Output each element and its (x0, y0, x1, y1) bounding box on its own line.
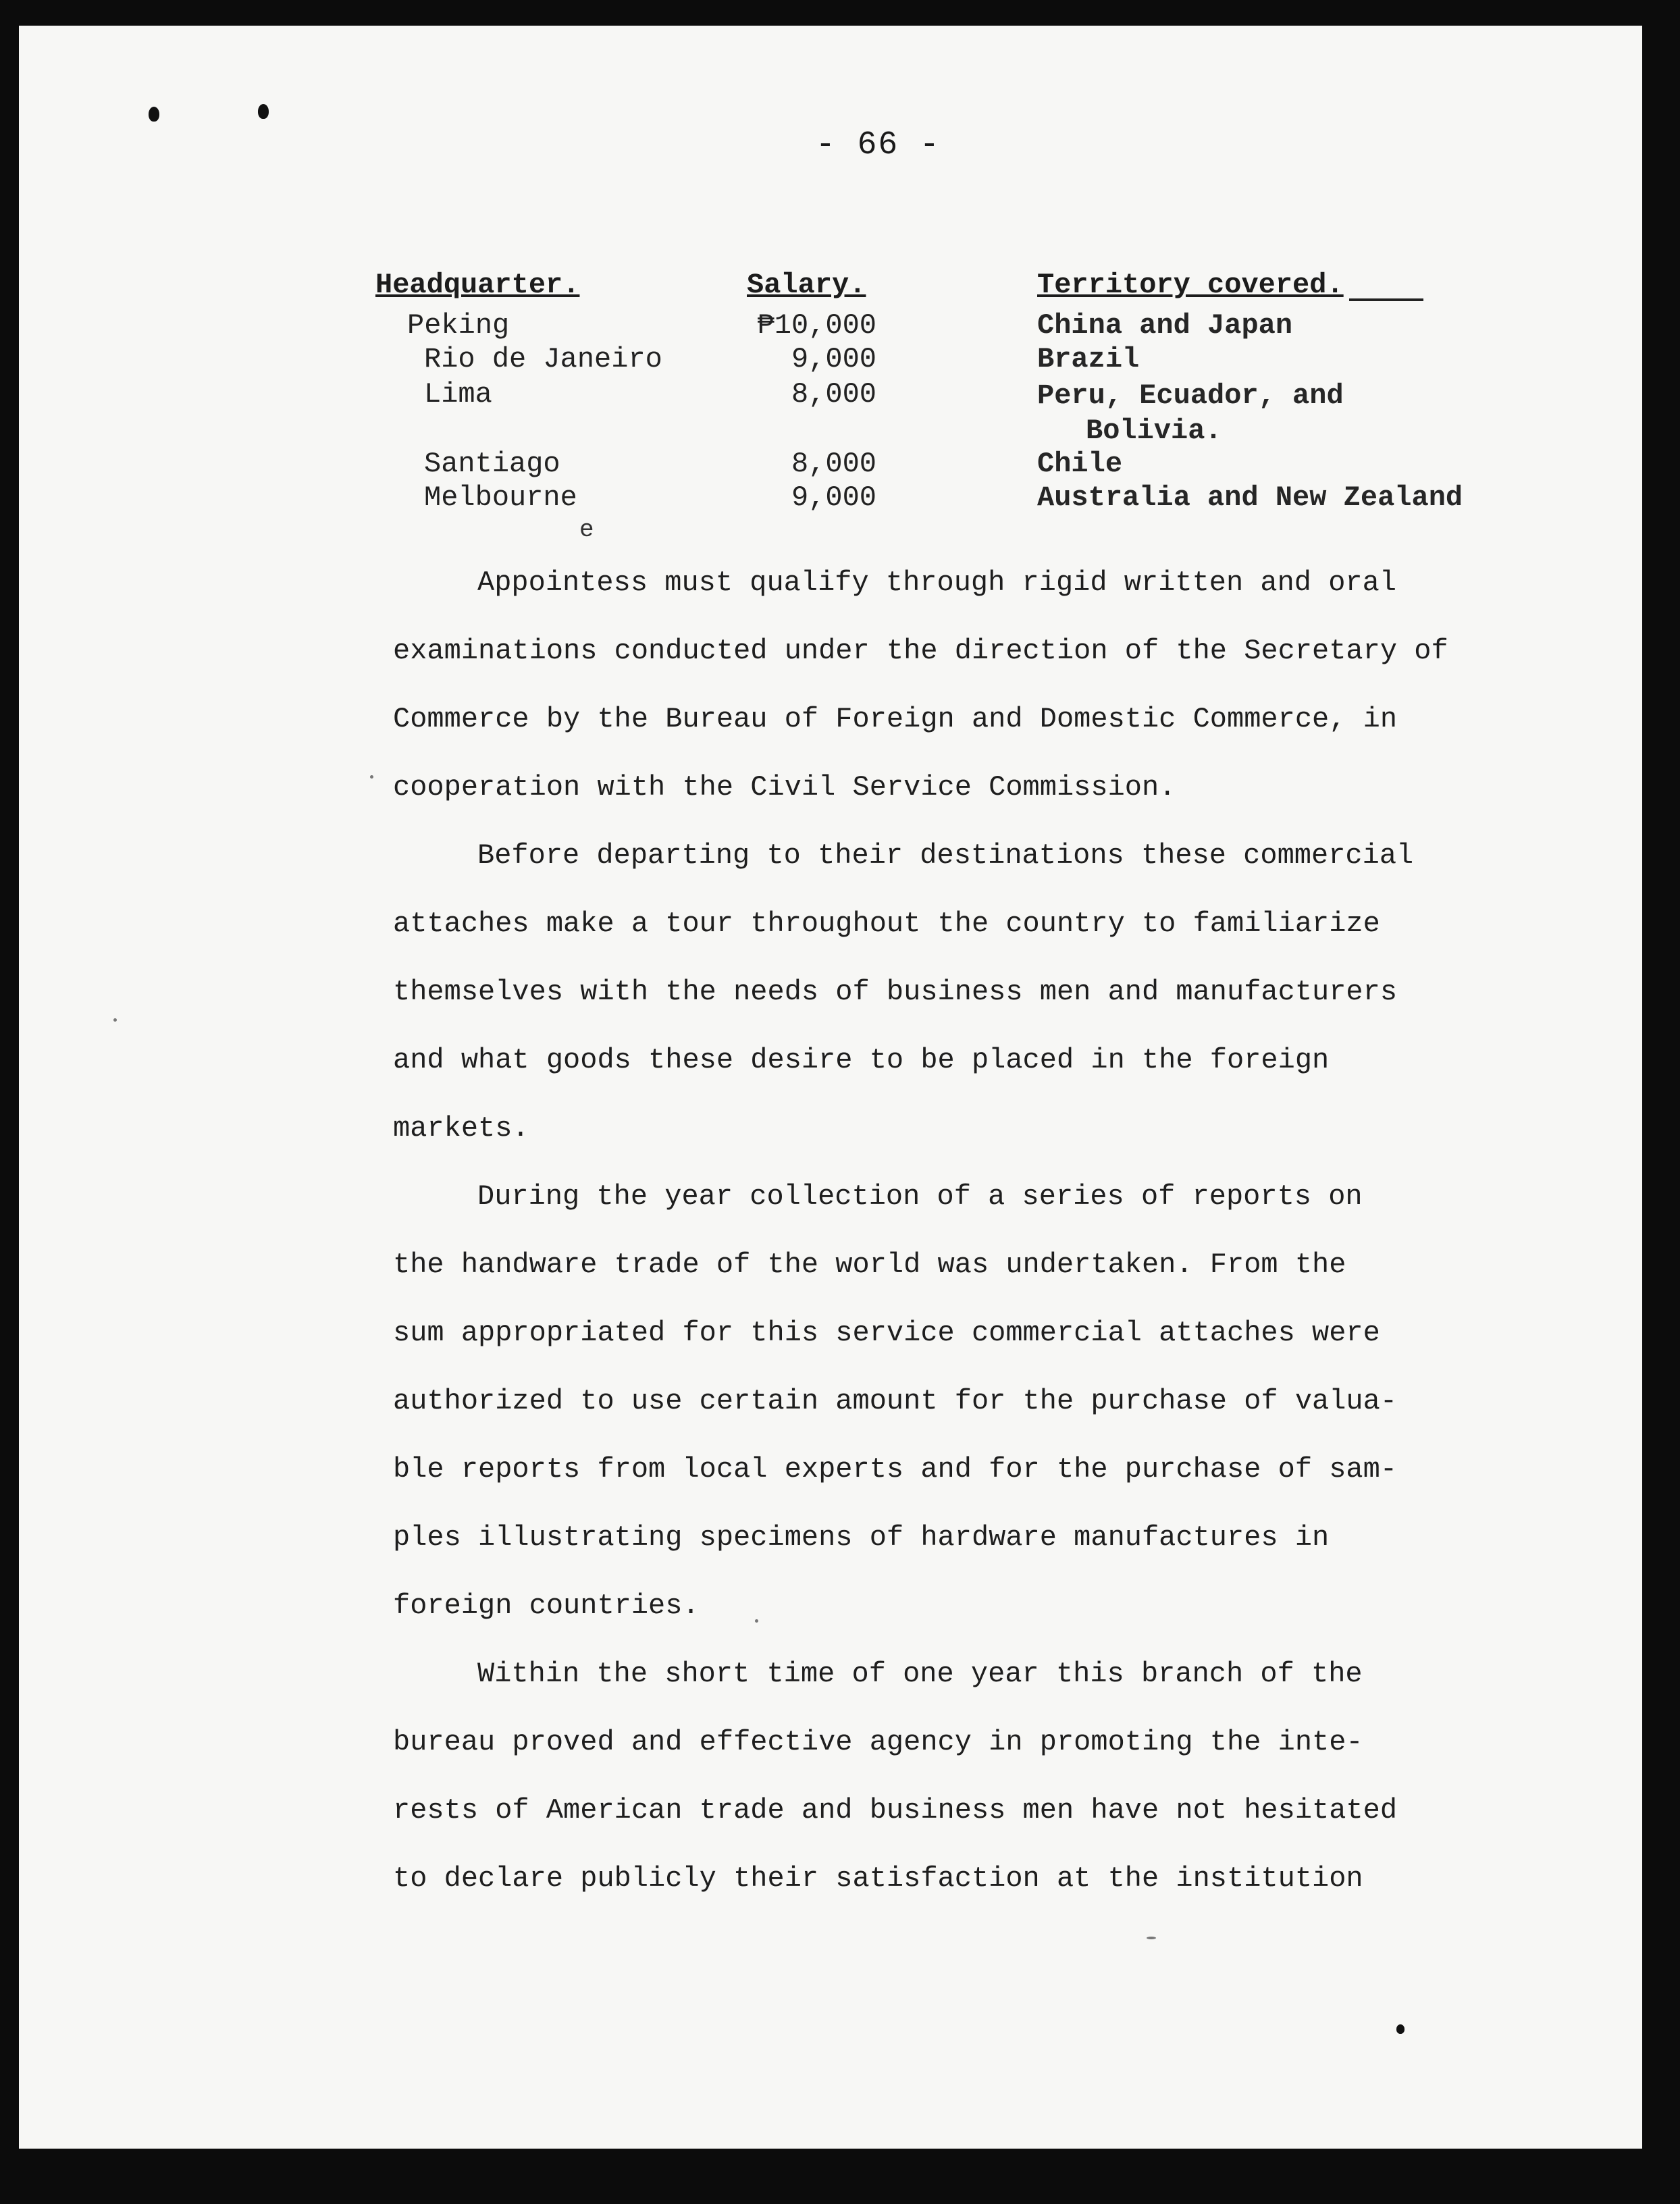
hq-santiago: Santiago (424, 448, 560, 480)
text-line: and what goods these desire to be placed in the foreign (393, 1044, 1330, 1076)
text-line: rests of American trade and business men have not hesitated (393, 1794, 1398, 1827)
text-line: foreign countries. (393, 1590, 700, 1622)
territory-line-continued: Bolivia. (1086, 415, 1222, 447)
text-line: bureau proved and effective agency in promoting the inte- (393, 1726, 1363, 1758)
hq-rio: Rio de Janeiro (424, 343, 662, 375)
paragraph (393, 1640, 1446, 1913)
text-line: the handware trade of the world was undertaken. From the (393, 1249, 1346, 1281)
page-number: - 66 - (816, 127, 941, 163)
text-line: cooperation with the Civil Service Commission. (393, 771, 1176, 804)
text-line: ble reports from local experts and for the purchase of sam- (393, 1453, 1398, 1486)
text-line: Before departing to their destinations these commercial (477, 839, 1414, 872)
header-underline-extension (1349, 298, 1423, 301)
text-line: themselves with the needs of business men and manufacturers (393, 976, 1398, 1008)
text-line: Within the short time of one year this branch of the (477, 1658, 1363, 1690)
territory-line: Australia and New Zealand (1037, 481, 1463, 514)
header-salary: Salary. (747, 269, 866, 301)
paragraph (393, 1163, 1446, 1640)
salary-lima: 8,000 (791, 378, 876, 411)
document-page (19, 26, 1642, 2149)
salary-peking: ₱10,000 (757, 309, 876, 342)
text-line: sum appropriated for this service commercial attaches were (393, 1317, 1380, 1349)
paragraph (393, 549, 1446, 822)
territory-rio (1037, 343, 1139, 375)
header-headquarter: Headquarter. (375, 269, 580, 301)
salary-melbourne: 9,000 (791, 481, 876, 514)
text-line: ples illustrating specimens of hardware manufactures in (393, 1521, 1330, 1554)
punch-hole-mark (149, 107, 159, 122)
text-line: Appointess must qualify through rigid written and oral (477, 567, 1397, 599)
body-text (393, 549, 1446, 1913)
territory-line: China and Japan (1037, 309, 1293, 342)
text-line: examinations conducted under the direction of the Secretary of (393, 635, 1448, 667)
text-line: attaches make a tour throughout the country to familiarize (393, 908, 1380, 940)
text-line: markets. (393, 1112, 529, 1145)
salary-rio: 9,000 (791, 343, 876, 375)
header-territory: Territory covered. (1037, 269, 1344, 301)
territory-line: Brazil (1037, 343, 1140, 375)
territory-melbourne (1037, 481, 1463, 514)
text-line: Commerce by the Bureau of Foreign and Domestic Commerce, in (393, 703, 1398, 735)
territory-line: Chile (1037, 448, 1123, 480)
salary-santiago: 8,000 (791, 448, 876, 480)
paper-speck (370, 775, 373, 779)
territory-lima (1037, 378, 1344, 448)
ink-spot (1396, 2024, 1405, 2034)
hq-lima: Lima (424, 378, 492, 411)
territory-peking (1037, 309, 1292, 342)
paragraph (393, 822, 1446, 1163)
hq-melbourne: Melbourne (424, 481, 577, 514)
paper-speck (113, 1018, 117, 1022)
text-line: to declare publicly their satisfaction at the institution (393, 1862, 1363, 1895)
text-line: During the year collection of a series of reports on (477, 1180, 1363, 1213)
handwritten-correction: e (579, 516, 594, 544)
punch-hole-mark (258, 104, 269, 119)
text-line: authorized to use certain amount for the purchase of valua- (393, 1385, 1398, 1417)
territory-santiago (1037, 448, 1122, 480)
hq-peking: Peking (407, 309, 510, 342)
paper-speck (1147, 1937, 1156, 1939)
territory-line: Peru, Ecuador, and (1037, 379, 1344, 412)
